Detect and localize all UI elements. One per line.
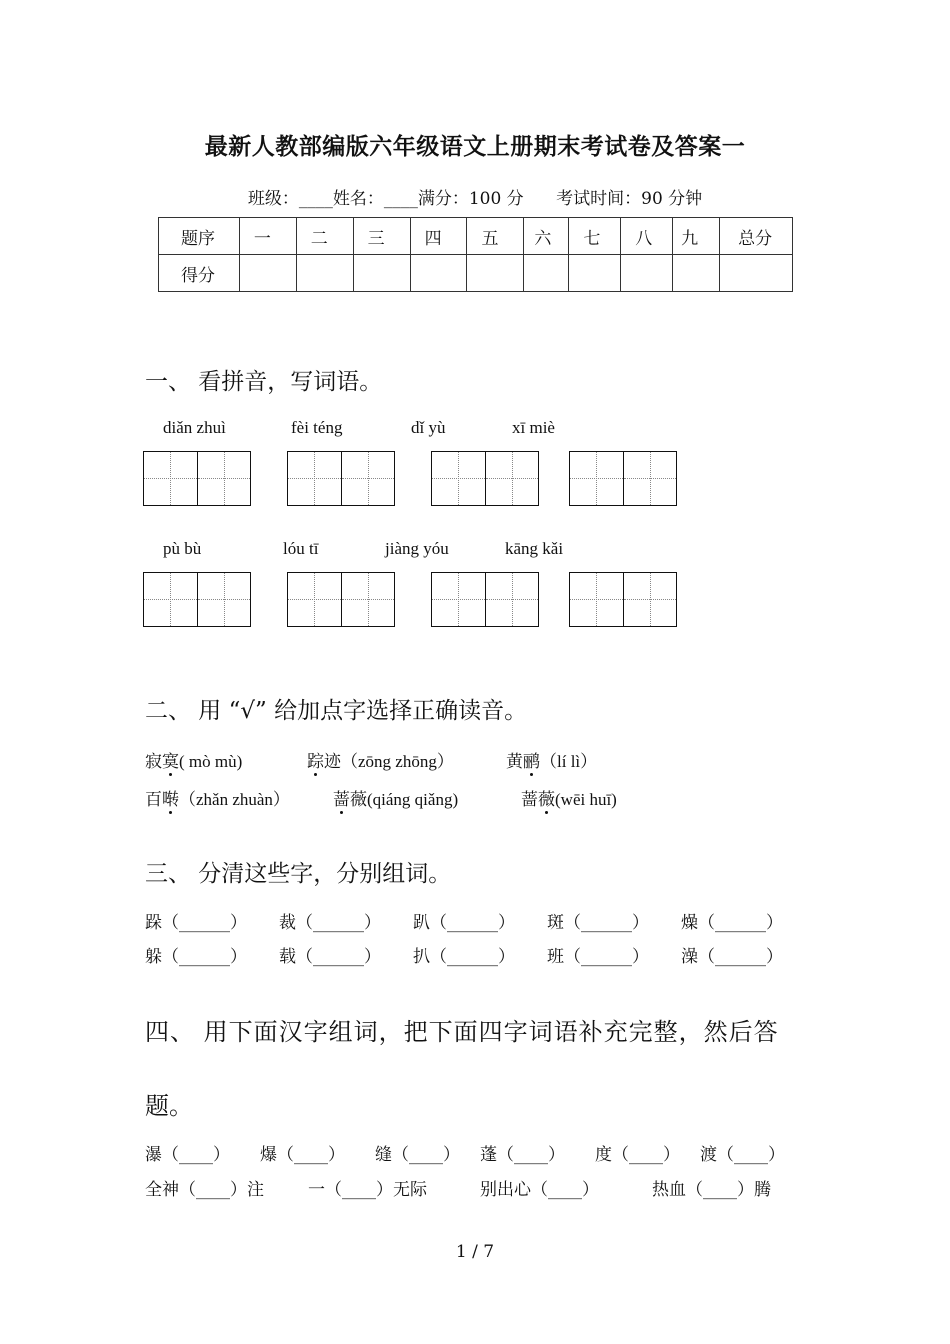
- word-blank[interactable]: 爆（____）: [260, 1145, 345, 1165]
- score-cell[interactable]: [410, 255, 467, 292]
- full-score: 满分：100 分: [417, 189, 524, 209]
- reading-item: 蔷薇(wēi huī): [521, 790, 617, 810]
- section-4-heading: 四、 用下面汉字组词，把下面四字词语补充完整，然后答: [145, 1018, 779, 1046]
- reading-item: 百啭（zhǎn zhuàn）: [145, 790, 290, 810]
- idiom-blank[interactable]: 热血（____）腾: [652, 1180, 771, 1200]
- class-label: 班级：____: [247, 189, 333, 209]
- score-table: [158, 217, 793, 292]
- writing-grid[interactable]: [143, 572, 251, 627]
- score-header-cell: 八: [621, 218, 673, 255]
- section-4-heading-cont: 题。: [145, 1092, 193, 1120]
- section-2-heading: 二、 用 “√” 给加点字选择正确读音。: [145, 698, 528, 724]
- word-blank[interactable]: 跺（______）: [145, 913, 247, 933]
- score-header-cell: 四: [410, 218, 467, 255]
- word-blank[interactable]: 趴（______）: [413, 913, 515, 933]
- writing-grid[interactable]: [431, 572, 539, 627]
- reading-item: 踪迹（zōng zhōng）: [307, 752, 454, 772]
- page-number: 1 / 7: [455, 1242, 495, 1262]
- dotted-char: 踪: [307, 752, 324, 772]
- pinyin-label: xī miè: [512, 418, 555, 437]
- section-3-heading: 三、 分清这些字，分别组词。: [145, 861, 452, 887]
- writing-grid[interactable]: [431, 451, 539, 506]
- dotted-char: 薇: [538, 790, 555, 810]
- score-table-score-row: [159, 255, 793, 292]
- score-header-cell: 总分: [720, 218, 793, 255]
- score-cell[interactable]: [524, 255, 569, 292]
- pinyin-options[interactable]: (qiáng qiǎng): [367, 790, 459, 809]
- word-blank[interactable]: 缝（____）: [375, 1145, 460, 1165]
- score-header-cell: 六: [524, 218, 569, 255]
- word-blank[interactable]: 裁（______）: [279, 913, 381, 933]
- dotted-char: 蔷: [333, 790, 350, 810]
- score-header-cell: 一: [239, 218, 296, 255]
- writing-grid[interactable]: [287, 451, 395, 506]
- exam-info: [0, 184, 950, 209]
- writing-grid[interactable]: [143, 451, 251, 506]
- word-blank[interactable]: 躲（______）: [145, 947, 247, 967]
- dotted-char: 啭: [162, 790, 179, 810]
- score-header-cell: 二: [296, 218, 353, 255]
- reading-item: 黄鹂（lí lì）: [506, 752, 598, 772]
- pinyin-options[interactable]: ( mò mù): [179, 752, 243, 771]
- score-table-header-row: [159, 218, 793, 255]
- idiom-blank[interactable]: 一（____）无际: [308, 1180, 427, 1200]
- pinyin-options[interactable]: (wēi huī): [555, 790, 617, 809]
- score-header-cell: 五: [467, 218, 524, 255]
- score-cell[interactable]: [720, 255, 793, 292]
- pinyin-label: kāng kǎi: [505, 539, 564, 558]
- writing-grid[interactable]: [569, 572, 677, 627]
- score-header-cell: 三: [353, 218, 410, 255]
- writing-grid[interactable]: [569, 451, 677, 506]
- idiom-blank[interactable]: 全神（____）注: [145, 1180, 264, 1200]
- word-blank[interactable]: 渡（____）: [700, 1145, 785, 1165]
- page-title: 最新人教部编版六年级语文上册期末考试卷及答案一: [204, 133, 746, 160]
- name-label: 姓名：____: [332, 189, 418, 209]
- pinyin-label: dǐ yù: [411, 418, 446, 437]
- dotted-char: 寞: [162, 752, 179, 772]
- word-blank[interactable]: 瀑（____）: [145, 1145, 230, 1165]
- score-header-cell: 九: [673, 218, 720, 255]
- score-header-cell: 七: [569, 218, 621, 255]
- reading-item: 蔷薇(qiáng qiǎng): [333, 790, 459, 810]
- score-row-label: 得分: [159, 255, 240, 292]
- word-blank[interactable]: 燥（______）: [681, 913, 783, 933]
- score-cell[interactable]: [621, 255, 673, 292]
- pinyin-label: fèi téng: [291, 418, 343, 437]
- pinyin-label: diǎn zhuì: [163, 418, 226, 437]
- score-cell[interactable]: [673, 255, 720, 292]
- pinyin-options[interactable]: （lí lì）: [540, 752, 598, 771]
- dotted-char: 鹂: [523, 752, 540, 772]
- pinyin-options[interactable]: （zōng zhōng）: [341, 752, 454, 771]
- word-blank[interactable]: 蓬（____）: [480, 1145, 565, 1165]
- word-blank[interactable]: 斑（______）: [547, 913, 649, 933]
- idiom-blank[interactable]: 别出心（____）: [480, 1180, 599, 1200]
- word-blank[interactable]: 度（____）: [595, 1145, 680, 1165]
- section-1-heading: 一、 看拼音，写词语。: [145, 369, 383, 395]
- word-blank[interactable]: 澡（______）: [681, 947, 783, 967]
- pinyin-label: pù bù: [163, 539, 202, 558]
- pinyin-label: lóu tī: [283, 539, 319, 558]
- score-cell[interactable]: [569, 255, 621, 292]
- pinyin-label: jiàng yóu: [385, 539, 449, 558]
- word-blank[interactable]: 扒（______）: [413, 947, 515, 967]
- exam-time: 考试时间：90 分钟: [556, 189, 703, 209]
- word-blank[interactable]: 班（______）: [547, 947, 649, 967]
- reading-item: 寂寞( mò mù): [145, 752, 243, 772]
- score-cell[interactable]: [353, 255, 410, 292]
- score-cell[interactable]: [296, 255, 353, 292]
- writing-grid[interactable]: [287, 572, 395, 627]
- score-cell[interactable]: [239, 255, 296, 292]
- pinyin-options[interactable]: （zhǎn zhuàn）: [179, 790, 290, 809]
- score-header-cell: 题序: [159, 218, 240, 255]
- word-blank[interactable]: 载（______）: [279, 947, 381, 967]
- score-cell[interactable]: [467, 255, 524, 292]
